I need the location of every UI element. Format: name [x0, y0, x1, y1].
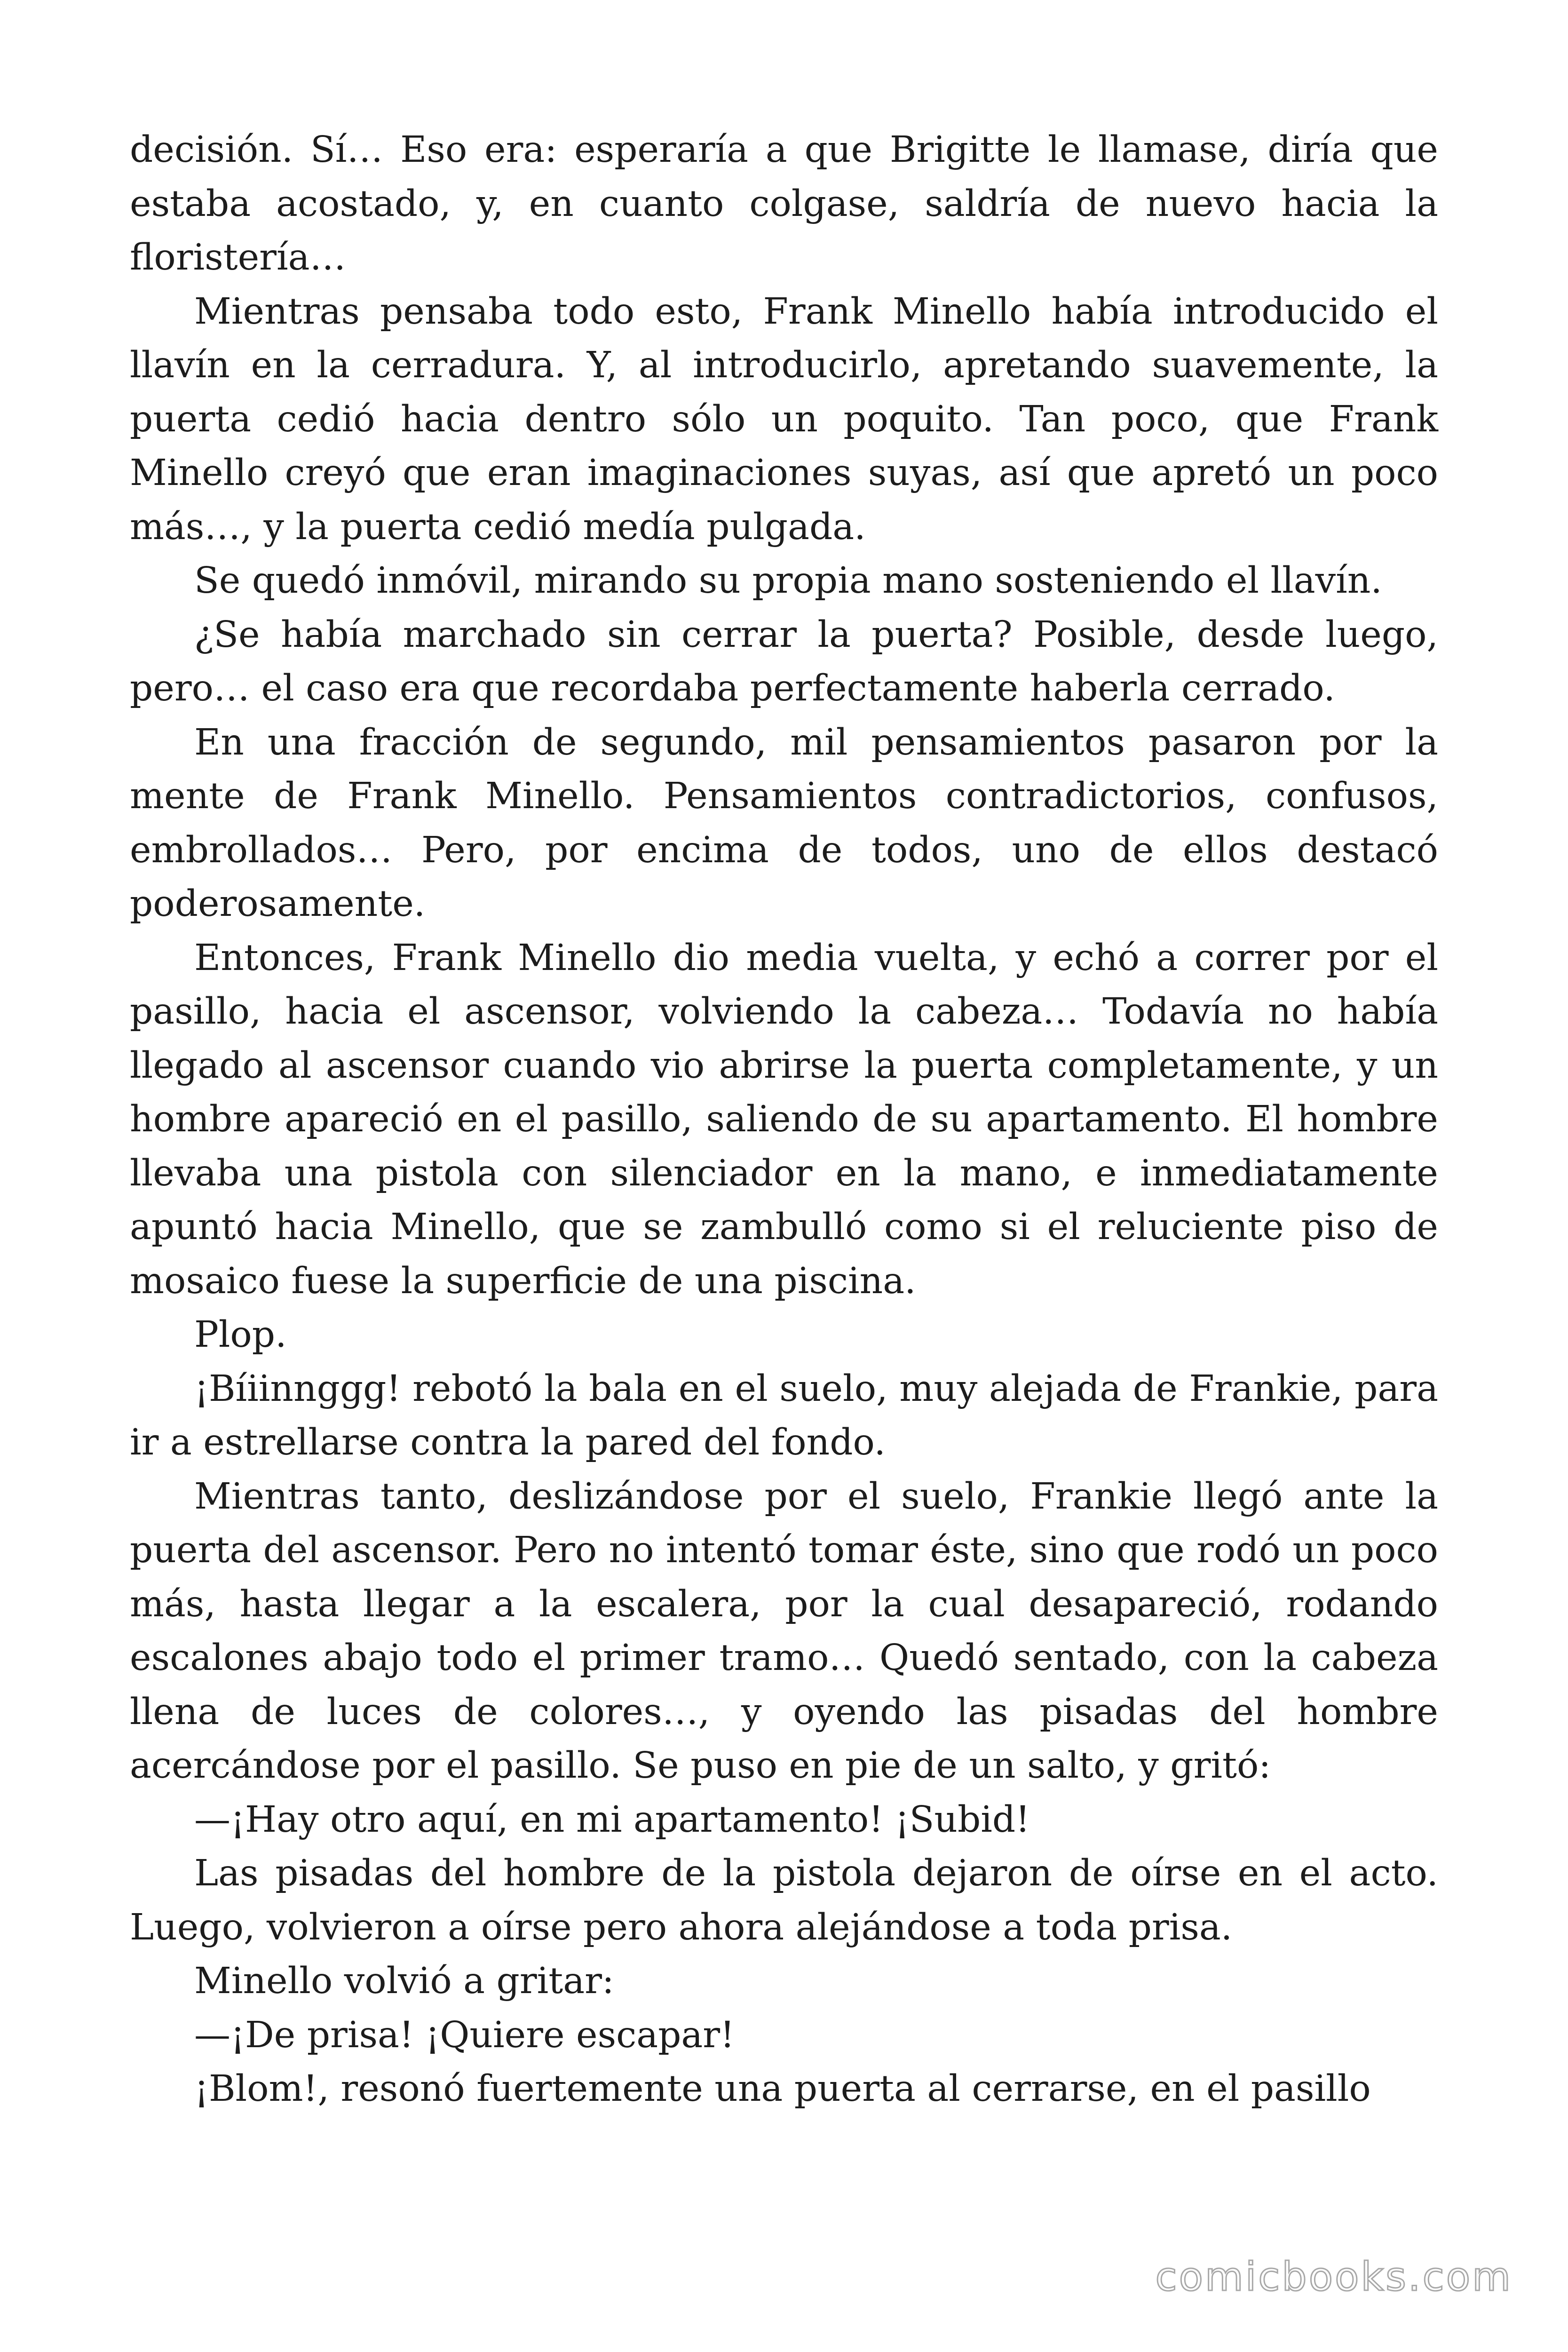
paragraph-4: ¿Se había marchado sin cerrar la puerta? Posible, desde luego, pero… el caso era que recordaba perfectamente haberla cerrado.: [130, 613, 1438, 709]
paragraph-11: Las pisadas del hombre de la pistola dejaron de oírse en el acto. Luego, volvieron a oírse pero ahora alejándose a toda prisa.: [130, 1852, 1438, 1948]
paragraph-8: ¡Bíiinnggg! rebotó la bala en el suelo, muy alejada de Frankie, para ir a estrellarse contra la pared del fondo.: [130, 1367, 1438, 1463]
paragraph-3: Se quedó inmóvil, mirando su propia mano sosteniendo el llavín.: [194, 560, 1382, 602]
paragraph-5: En una fracción de segundo, mil pensamientos pasaron por la mente de Frank Minello. Pensamientos contradictorios, confusos, embrollados… Pero, por encima de todos, uno de ellos destacó poderosamente.: [130, 721, 1438, 925]
paragraph-14: ¡Blom!, resonó fuertemente una puerta al cerrarse, en el pasillo: [194, 2068, 1371, 2110]
paragraph-13: —¡De prisa! ¡Quiere escapar!: [194, 2014, 735, 2056]
page-text: [130, 123, 1438, 2116]
paragraph-7: Plop.: [194, 1314, 287, 1356]
paragraph-10: —¡Hay otro aquí, en mi apartamento! ¡Subid!: [194, 1798, 1030, 1841]
paragraph-12: Minello volvió a gritar:: [194, 1960, 614, 2002]
paragraph-9: Mientras tanto, deslizándose por el suelo, Frankie llegó ante la puerta del ascensor. Pero no intentó tomar éste, sino que rodó un poco más, hasta llegar a la escalera, por la cual desapareció, rodando escalones abajo todo el primer tramo… Quedó sentado, con la cabeza llena de luces de colores…, y oyendo las pisadas del hombre acercándose por el pasillo. Se puso en pie de un salto, y gritó:: [130, 1475, 1438, 1787]
paragraph-6: Entonces, Frank Minello dio media vuelta, y echó a correr por el pasillo, hacia el ascensor, volviendo la cabeza… Todavía no había llegado al ascensor cuando vio abrirse la puerta completamente, y un hombre apareció en el pasillo, saliendo de su apartamento. El hombre llevaba una pistola con silenciador en la mano, e inmediatamente apuntó hacia Minello, que se zambulló como si el reluciente piso de mosaico fuese la superficie de una piscina.: [130, 937, 1438, 1302]
paragraph-2: Mientras pensaba todo esto, Frank Minello había introducido el llavín en la cerradura. Y, al introducirlo, apretando suavemente, la puerta cedió hacia dentro sólo un poquito. Tan poco, que Frank Minello creyó que eran imaginaciones suyas, así que apretó un poco más…, y la puerta cedió medía pulgada.: [130, 290, 1438, 548]
watermark: comicbooks.com: [1155, 2254, 1513, 2300]
paragraph-1: decisión. Sí… Eso era: esperaría a que Brigitte le llamase, diría que estaba acostado, y, en cuanto colgase, saldría de nuevo hacia la floristería…: [130, 129, 1438, 278]
